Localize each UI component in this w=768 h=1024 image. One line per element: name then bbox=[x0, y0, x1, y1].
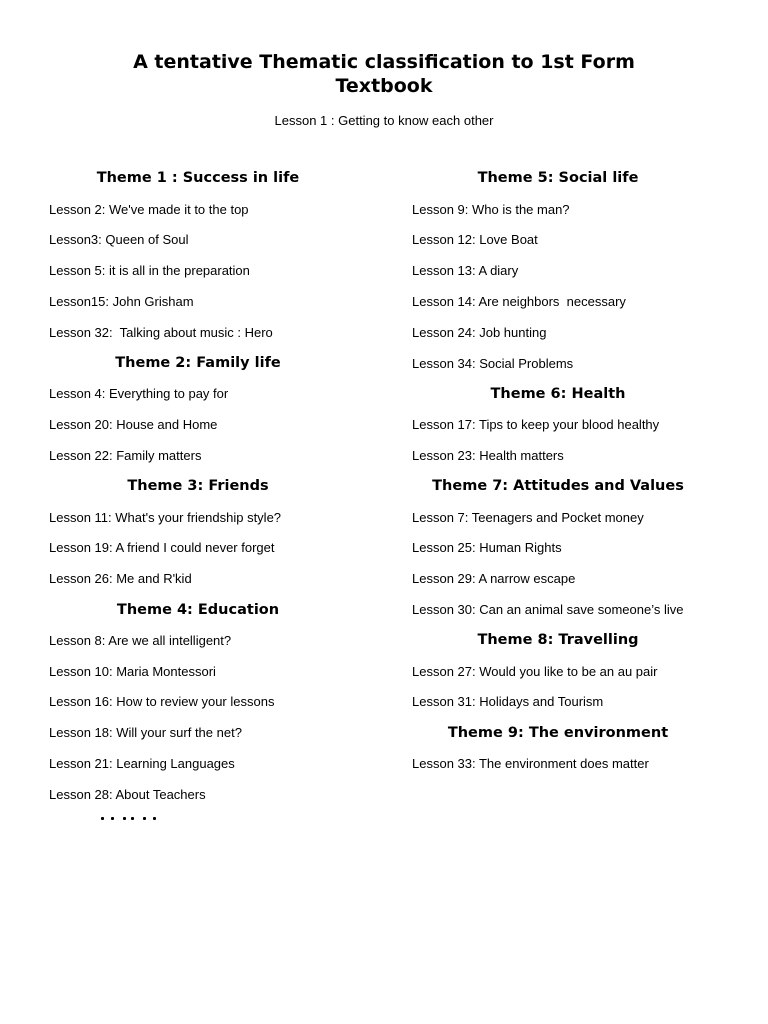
theme-heading: Theme 8: Travelling bbox=[477, 632, 639, 649]
lesson-item: Lesson 16: How to review your lessons bbox=[49, 694, 275, 710]
lesson-item: Lesson 23: Health matters bbox=[412, 448, 564, 464]
lesson-item: Lesson 30: Can an animal save someone’s live bbox=[412, 602, 684, 618]
lesson-item: Lesson3: Queen of Soul bbox=[49, 232, 189, 248]
lesson-item: Lesson 20: House and Home bbox=[49, 417, 218, 433]
lesson-item: Lesson 24: Job hunting bbox=[412, 324, 547, 340]
theme-heading: Theme 6: Health bbox=[490, 385, 626, 402]
left-theme-column bbox=[49, 163, 347, 810]
lesson-item: Lesson 34: Social Problems bbox=[412, 355, 574, 371]
lesson-item: Lesson 4: Everything to pay for bbox=[49, 386, 229, 402]
lesson-item: Lesson 11: What's your friendship style? bbox=[49, 509, 282, 525]
lesson-item: Lesson 2: We've made it to the top bbox=[49, 201, 249, 217]
theme-heading: Theme 2: Family life bbox=[115, 355, 281, 372]
lesson-item: Lesson 25: Human Rights bbox=[412, 540, 562, 556]
lesson-item: Lesson 5: it is all in the preparation bbox=[49, 263, 250, 279]
lesson-item: Lesson 22: Family matters bbox=[49, 448, 202, 464]
theme-heading: Theme 9: The environment bbox=[447, 724, 669, 741]
document-title: A tentative Thematic classification to 1st Form Textbook bbox=[133, 51, 635, 97]
lesson-item: Lesson 21: Learning Languages bbox=[49, 756, 235, 772]
lesson-item: Lesson15: John Grisham bbox=[49, 294, 194, 310]
lesson-item: Lesson 8: Are we all intelligent? bbox=[49, 632, 232, 648]
lesson-item: Lesson 10: Maria Montessori bbox=[49, 663, 216, 679]
lesson-item: Lesson 27: Would you like to be an au pair bbox=[412, 663, 658, 679]
lesson-item: Lesson 19: A friend I could never forget bbox=[49, 540, 275, 556]
lesson-item: Lesson 17: Tips to keep your blood healthy bbox=[412, 417, 660, 433]
lesson-item: Lesson 9: Who is the man? bbox=[412, 201, 570, 217]
lesson-item: Lesson 28: About Teachers bbox=[49, 786, 206, 802]
lesson-item: Lesson 14: Are neighbors necessary bbox=[412, 294, 626, 310]
lesson-item: Lesson 32: Talking about music : Hero bbox=[49, 324, 273, 340]
lesson-item: Lesson 12: Love Boat bbox=[412, 232, 538, 248]
intro-lesson: Lesson 1 : Getting to know each other bbox=[274, 113, 494, 128]
lesson-item: Lesson 33: The environment does matter bbox=[412, 756, 649, 772]
right-theme-column bbox=[412, 163, 704, 779]
lesson-item: Lesson 31: Holidays and Tourism bbox=[412, 694, 604, 710]
lesson-item: Lesson 18: Will your surf the net? bbox=[49, 725, 242, 741]
theme-heading: Theme 4: Education bbox=[116, 601, 280, 618]
lesson-item: Lesson 29: A narrow escape bbox=[412, 571, 576, 587]
theme-heading: Theme 7: Attitudes and Values bbox=[432, 478, 684, 495]
theme-heading: Theme 5: Social life bbox=[477, 170, 639, 187]
theme-heading: Theme 1 : Success in life bbox=[96, 170, 300, 187]
theme-heading: Theme 3: Friends bbox=[127, 478, 269, 495]
lesson-item: Lesson 7: Teenagers and Pocket money bbox=[412, 509, 644, 525]
lesson-item: Lesson 26: Me and R'kid bbox=[49, 571, 192, 587]
cut-off-text-fragment bbox=[49, 814, 179, 824]
lesson-item: Lesson 13: A diary bbox=[412, 263, 519, 279]
